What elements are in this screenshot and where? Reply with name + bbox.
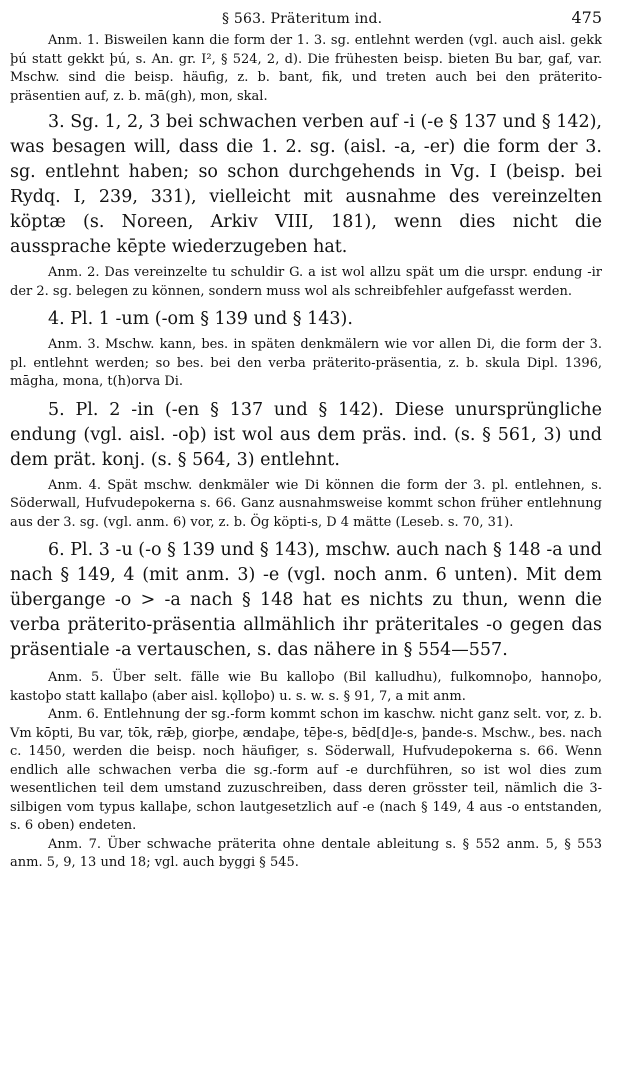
note-anm-2: Anm. 2. Das vereinzelte tu schuldir G. a ist wol allzu spät um die urspr. endung -ir der 2. sg. belegen zu können, sondern muss wol als schreibfehler aufgefasst werden. [10, 265, 602, 299]
page-number: 475 [571, 8, 602, 27]
note-anm-4: Anm. 4. Spät mschw. denkmäler wie Di können die form der 3. pl. entlehnen, s. Söderwall, Hufvudepokerna s. 66. Ganz ausnahmsweise kommt schon früher entlehnung aus der 3. sg. (vgl. anm. 6) vor, z. b. Ög köpti-s, D 4 mätte (Leseb. s. 70, 31). [10, 477, 602, 530]
note-anm-5: Anm. 5. Über selt. fälle wie Bu kalloþo (Bil kalludhu), fulkomnoþo, hannoþo, kastoþo statt kallaþo (aber aisl. kǫlloþo) u. s. w. s. § 91, 7, a mit anm. [10, 670, 602, 704]
paragraph-sg-1-2-3: 3. Sg. 1, 2, 3 bei schwachen verben auf -i (-e § 137 und § 142), was besagen will, dass die 1. 2. sg. (aisl. -a, -er) die form der 3. sg. entlehnt haben; so schon durchgehends in Vg. I (beisp. bei Rydq. I, 239, 331), vielleicht mit ausnahme des vereinzelten köptæ (s. Noreen, Arkiv VIII, 181), wenn dies nicht die aussprache kēpte wiederzugeben hat. [10, 112, 602, 257]
paragraph-pl-1: 4. Pl. 1 -um (-om § 139 und § 143). [48, 309, 353, 329]
paragraph-pl-2: 5. Pl. 2 -in (-en § 137 und § 142). Diese unursprüngliche endung (vgl. aisl. -oþ) ist wol aus dem präs. ind. (s. § 561, 3) und dem prät. konj. (s. § 564, 3) entlehnt. [10, 399, 602, 470]
note-anm-6: Anm. 6. Entlehnung der sg.-form kommt schon im kaschw. nicht ganz selt. vor, z. b. Vm kōpti, Bu var, tōk, rǣþ, giorþe, ændaþe, tēþe-s, bēd[d]e-s, þande-s. Mschw., bes. nach c. 1450, werden die beisp. noch häufiger, s. Söderwall, Hufvudepokerna s. 66. Wenn endlich alle schwachen verba die sg.-form auf -e durchführen, so ist wol dies zum wesentlichen teil dem umstand zuzuschreiben, dass deren grösster teil, nämlich die 3-silbigen vom typus kallaþe, schon lautgesetzlich auf -e (nach § 149, 4 aus -o entstanden, s. 6 oben) endeten. [10, 707, 602, 833]
paragraph-pl-3: 6. Pl. 3 -u (-o § 139 und § 143), mschw. auch nach § 148 -a und nach § 149, 4 (mit anm. 3) -e (vgl. noch anm. 6 unten). Mit dem übergange -o > -a nach § 148 hat es nichts zu thun, wenn die verba präterito-präsentia allmählich ihr präteritales -o gegen das präsentiale -a vertauschen, s. das nähere in § 554—557. [10, 540, 602, 660]
running-header [10, 4, 602, 32]
note-anm-1: Anm. 1. Bisweilen kann die form der 1. 3. sg. entlehnt werden (vgl. auch aisl. gekk þú statt gekkt þú, s. An. gr. I², § 524, 2, d). Die frühesten beisp. bieten Bu bar, gaf, var. Mschw. sind die beisp. häufig, z. b. bant, fik, und treten auch bei den präterito-präsentien auf, z. b. mā(gh), mon, skal. [10, 33, 602, 104]
running-title: § 563. Präteritum ind. [222, 11, 383, 27]
note-anm-7: Anm. 7. Über schwache präterita ohne dentale ableitung s. § 552 anm. 5, § 553 anm. 5, 9, 13 und 18; vgl. auch byggi § 545. [10, 836, 602, 870]
page [10, 4, 602, 873]
note-anm-3: Anm. 3. Mschw. kann, bes. in späten denkmälern wie vor allen Di, die form der 3. pl. entlehnt werden; so bes. bei den verba präterito-präsentia, z. b. skula Dipl. 1396, māgha, mona, t(h)orva Di. [10, 337, 602, 389]
